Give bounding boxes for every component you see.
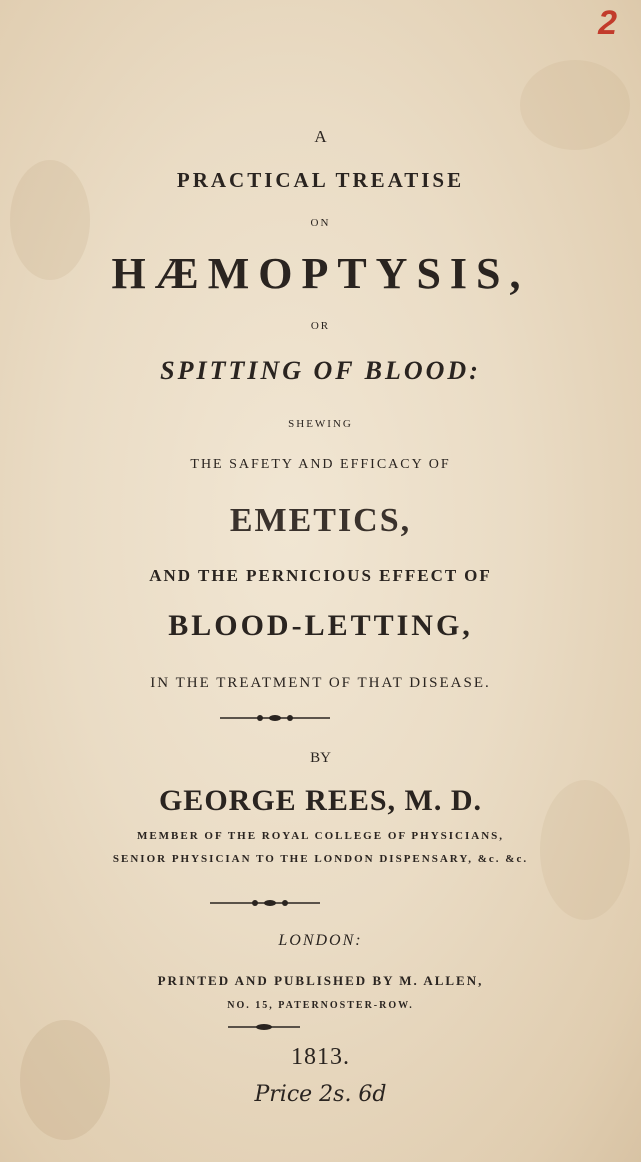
printer-line: PRINTED AND PUBLISHED BY M. ALLEN,	[157, 973, 484, 988]
title-or: OR	[310, 320, 331, 332]
pernicious-line: AND THE PERNICIOUS EFFECT OF	[149, 566, 492, 585]
title-line-practical-treatise: PRACTICAL TREATISE	[176, 168, 465, 192]
address-line: NO. 15, PATERNOSTER-ROW.	[227, 1000, 414, 1011]
credential-line-2: SENIOR PHYSICIAN TO THE LONDON DISPENSARY, &c. &c.	[112, 853, 529, 865]
price: Price 2s. 6d	[254, 1082, 387, 1107]
credential-line-1: MEMBER OF THE ROYAL COLLEGE OF PHYSICIANS,	[136, 830, 505, 842]
treatment-line: IN THE TREATMENT OF THAT DISEASE.	[150, 675, 491, 691]
main-title: HÆMOPTYSIS,	[111, 249, 530, 298]
safety-line: THE SAFETY AND EFFICACY OF	[190, 457, 451, 472]
shewing: SHEWING	[288, 418, 353, 430]
page-number: 2	[598, 4, 617, 42]
bloodletting-heading: BLOOD-LETTING,	[168, 609, 473, 642]
ornament-rule-icon	[0, 1020, 641, 1034]
subtitle: SPITTING OF BLOOD:	[160, 356, 481, 385]
title-on: ON	[310, 217, 331, 229]
by-line: BY	[310, 750, 331, 766]
place-london: LONDON:	[278, 932, 363, 949]
stain	[20, 1020, 110, 1140]
author-name: GEORGE REES, M. D.	[158, 784, 483, 817]
article-a: A	[314, 127, 327, 146]
emetics-heading: EMETICS,	[229, 502, 412, 539]
ornament-rule-icon	[0, 893, 641, 913]
ornament-rule-icon	[0, 708, 641, 728]
year: 1813.	[291, 1044, 350, 1070]
